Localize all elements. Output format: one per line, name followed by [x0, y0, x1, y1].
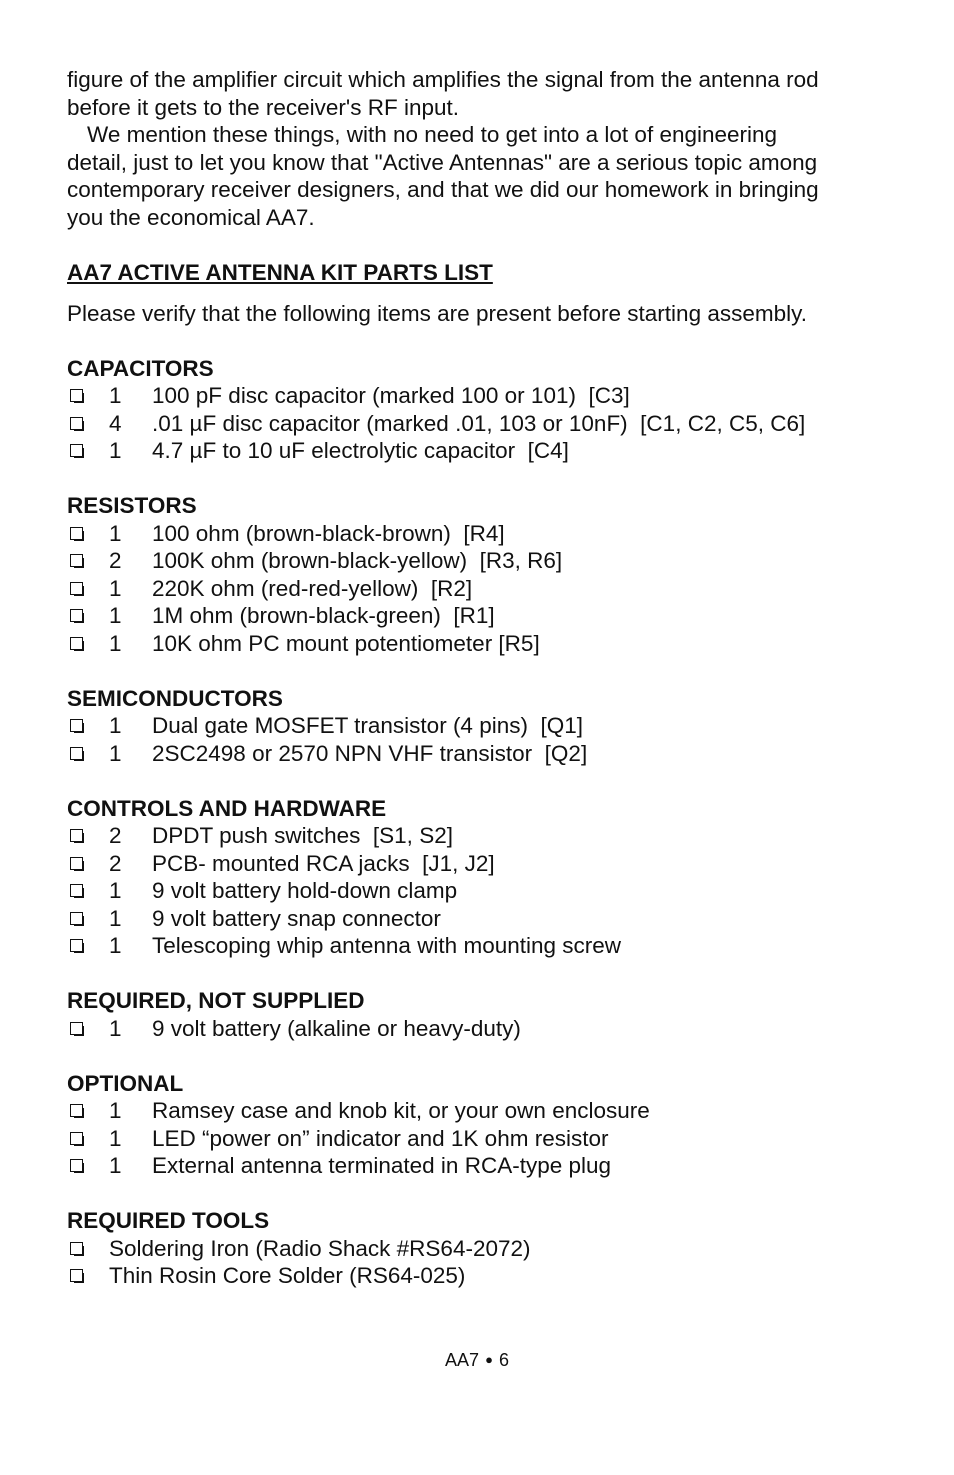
- checkbox-icon[interactable]: [70, 829, 83, 842]
- part-quantity: 1: [109, 1015, 122, 1041]
- section-heading: SEMICONDUCTORS: [67, 685, 283, 711]
- checkbox-icon[interactable]: [70, 1132, 83, 1145]
- intro-paragraph-1: [67, 66, 897, 121]
- intro-text: [67, 66, 897, 231]
- parts-list-title: AA7 ACTIVE ANTENNA KIT PARTS LIST: [67, 260, 493, 285]
- tool-item[interactable]: [67, 1262, 897, 1290]
- part-item[interactable]: [67, 547, 897, 575]
- part-item[interactable]: [67, 437, 897, 465]
- part-quantity: 1: [109, 905, 122, 931]
- parts-section: [67, 987, 897, 1042]
- intro-line: before it gets to the receiver's RF input.: [67, 94, 459, 120]
- parts-section: [67, 795, 897, 960]
- part-description: DPDT push switches [S1, S2]: [152, 823, 453, 848]
- parts-section: [67, 1070, 897, 1180]
- section-heading: OPTIONAL: [67, 1070, 184, 1096]
- part-description: 9 volt battery snap connector: [152, 905, 441, 931]
- checkbox-icon[interactable]: [70, 912, 83, 925]
- part-item[interactable]: [67, 630, 897, 658]
- part-item[interactable]: [67, 1152, 897, 1180]
- part-item[interactable]: [67, 1125, 897, 1153]
- checkbox-icon[interactable]: [70, 637, 83, 650]
- part-quantity: 1: [109, 1153, 122, 1178]
- part-description: 220K ohm (red-red-yellow) [R2]: [152, 575, 473, 601]
- part-description: Dual gate MOSFET transistor (4 pins) [Q1]: [152, 713, 583, 738]
- part-quantity: 1: [109, 575, 122, 601]
- part-description: 10K ohm PC mount potentiometer [R5]: [152, 630, 540, 656]
- page-footer: [0, 1349, 954, 1371]
- intro-line: detail, just to let you know that "Active Antennas" are a serious topic among: [67, 149, 818, 175]
- part-item[interactable]: [67, 822, 897, 850]
- part-quantity: 1: [109, 603, 122, 628]
- part-description: Ramsey case and knob kit, or your own enclosure: [152, 1098, 650, 1123]
- part-description: 100K ohm (brown-black-yellow) [R3, R6]: [152, 548, 563, 573]
- part-quantity: 1: [109, 438, 122, 463]
- checkbox-icon[interactable]: [70, 939, 83, 952]
- part-quantity: 1: [109, 520, 122, 546]
- part-item[interactable]: [67, 905, 897, 933]
- part-description: Telescoping whip antenna with mounting screw: [152, 933, 622, 958]
- checkbox-icon[interactable]: [70, 1242, 83, 1255]
- checkbox-icon[interactable]: [70, 609, 83, 622]
- parts-section: [67, 492, 897, 657]
- part-item[interactable]: [67, 575, 897, 603]
- checkbox-icon[interactable]: [70, 884, 83, 897]
- part-description: External antenna terminated in RCA-type plug: [152, 1153, 612, 1178]
- part-quantity: 1: [109, 933, 122, 958]
- part-quantity: 1: [109, 1098, 122, 1123]
- part-item[interactable]: [67, 740, 897, 768]
- part-item[interactable]: [67, 1097, 897, 1125]
- part-quantity: 4: [109, 410, 122, 436]
- page-number: 6: [498, 1350, 509, 1370]
- section-heading: CAPACITORS: [67, 355, 214, 381]
- checkbox-icon[interactable]: [70, 719, 83, 732]
- part-description: 100 pF disc capacitor (marked 100 or 101) [C3]: [152, 383, 630, 408]
- part-item[interactable]: [67, 410, 897, 438]
- part-quantity: 1: [109, 1125, 122, 1151]
- part-item[interactable]: [67, 932, 897, 960]
- part-quantity: 2: [109, 548, 122, 573]
- document-page: [67, 66, 897, 1290]
- part-item[interactable]: [67, 1015, 897, 1043]
- parts-sections: [67, 355, 897, 1180]
- checkbox-icon[interactable]: [70, 582, 83, 595]
- part-item[interactable]: [67, 877, 897, 905]
- parts-section: [67, 685, 897, 768]
- part-description: .01 µF disc capacitor (marked .01, 103 or 10nF) [C1, C2, C5, C6]: [152, 410, 806, 436]
- part-quantity: 1: [109, 740, 122, 766]
- intro-line: you the economical AA7.: [67, 204, 315, 230]
- checkbox-icon[interactable]: [70, 1269, 83, 1282]
- intro-line: figure of the amplifier circuit which amplifies the signal from the antenna rod: [67, 67, 819, 92]
- checkbox-icon[interactable]: [70, 444, 83, 457]
- footer-model: AA7: [445, 1350, 480, 1370]
- section-heading: CONTROLS AND HARDWARE: [67, 795, 387, 821]
- intro-line: We mention these things, with no need to get into a lot of engineering: [87, 122, 778, 147]
- section-heading: REQUIRED TOOLS: [67, 1208, 270, 1233]
- checkbox-icon[interactable]: [70, 554, 83, 567]
- intro-paragraph-2: [67, 121, 897, 231]
- checkbox-icon[interactable]: [70, 1022, 83, 1035]
- checkbox-icon[interactable]: [70, 527, 83, 540]
- part-item[interactable]: [67, 520, 897, 548]
- part-description: 1M ohm (brown-black-green) [R1]: [152, 603, 495, 628]
- part-item[interactable]: [67, 712, 897, 740]
- tool-description: Thin Rosin Core Solder (RS64-025): [109, 1263, 466, 1288]
- part-quantity: 1: [109, 713, 122, 738]
- part-description: 4.7 µF to 10 uF electrolytic capacitor [C4]: [152, 438, 569, 463]
- checkbox-icon[interactable]: [70, 389, 83, 402]
- checkbox-icon[interactable]: [70, 747, 83, 760]
- part-quantity: 1: [109, 630, 122, 656]
- checkbox-icon[interactable]: [70, 417, 83, 430]
- section-heading: RESISTORS: [67, 493, 197, 518]
- part-description: 2SC2498 or 2570 NPN VHF transistor [Q2]: [152, 740, 588, 766]
- part-description: 9 volt battery hold-down clamp: [152, 878, 458, 903]
- tools-section: [67, 1207, 897, 1290]
- part-description: 9 volt battery (alkaline or heavy-duty): [152, 1015, 521, 1041]
- intro-line: contemporary receiver designers, and that we did our homework in bringing: [67, 177, 819, 202]
- bullet-icon: ●: [485, 1352, 493, 1367]
- part-quantity: 1: [109, 878, 122, 903]
- checkbox-icon[interactable]: [70, 857, 83, 870]
- part-item[interactable]: [67, 382, 897, 410]
- part-quantity: 1: [109, 383, 122, 408]
- part-description: 100 ohm (brown-black-brown) [R4]: [152, 520, 505, 546]
- verify-instruction: Please verify that the following items are present before starting assembly.: [67, 300, 807, 326]
- part-quantity: 2: [109, 823, 122, 848]
- section-heading: REQUIRED, NOT SUPPLIED: [67, 988, 365, 1013]
- checkbox-icon[interactable]: [70, 1159, 83, 1172]
- part-item[interactable]: [67, 602, 897, 630]
- part-description: LED “power on” indicator and 1K ohm resistor: [152, 1125, 609, 1151]
- tool-description: Soldering Iron (Radio Shack #RS64-2072): [109, 1235, 531, 1261]
- part-quantity: 2: [109, 850, 122, 876]
- parts-section: [67, 355, 897, 465]
- tool-item[interactable]: [67, 1235, 897, 1263]
- part-description: PCB- mounted RCA jacks [J1, J2]: [152, 850, 495, 876]
- part-item[interactable]: [67, 850, 897, 878]
- checkbox-icon[interactable]: [70, 1104, 83, 1117]
